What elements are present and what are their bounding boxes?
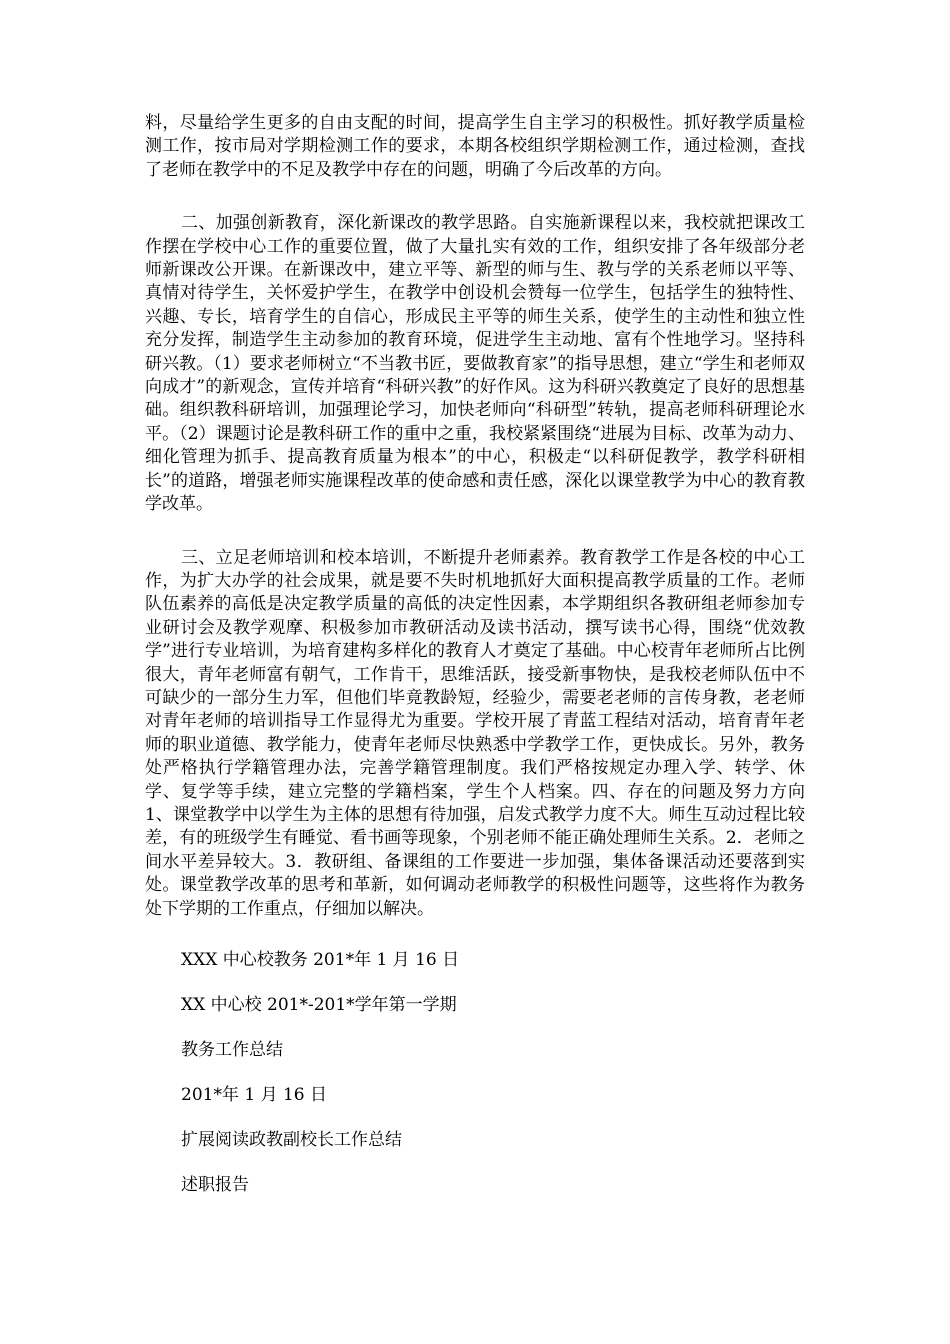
school-term-line: XX 中心校 201*-201*学年第一学期 [181,995,457,1015]
summary-title-line: 教务工作总结 [181,1040,283,1060]
paragraph-continuation: 料，尽量给学生更多的自由支配的时间，提高学生自主学习的积极性。抓好教学质量检测工作，按市局对学期检测工作的要求，本期各校组织学期检测工作，通过检测，查找了老师在教学中的不足及教学中存在的问题，明确了今后改革的方向。 [145,113,805,180]
paragraph-section-two: 二、加强创新教育，深化新课改的教学思路。自实施新课程以来，我校就把课改工作摆在学校中心工作的重要位置，做了大量扎实有效的工作，组织安排了各年级部分老师新课改公开课。在新课改中，建立平等、新型的师与生、教与学的关系老师以平等、真情对待学生，关怀爱护学生，在教学中创设机会赞每一位学生，包括学生的独特性、兴趣、专长，培育学生的自信心，形成民主平等的师生关系，使学生的主动性和独立性充分发挥，制造学生主动参加的教育环境，促进学生主动地、富有个性地学习。坚持科研兴教。（1）要求老师树立“不当教书匠，要做教育家”的指导思想，建立“学生和老师双向成才”的新观念，宣传并培育“科研兴教”的好作风。这为科研兴教奠定了良好的思想基础。组织教科研培训，加强理论学习，加快老师向“科研型”转轨，提高老师科研理论水平。（2）课题讨论是教科研工作的重中之重，我校紧紧围绕“进展为目标、改革为动力、细化管理为抓手、提高教育质量为根本”的中心，积极走“以科研促教学，教学科研相长”的道路，增强老师实施课程改革的使命感和责任感，深化以课堂教学为中心的教育教学改革。 [145,213,805,515]
extended-reading-line: 扩展阅读政教副校长工作总结 [181,1130,402,1150]
report-line: 述职报告 [181,1175,249,1195]
date-line: 201*年 1 月 16 日 [181,1085,328,1105]
paragraph-section-three: 三、立足老师培训和校本培训，不断提升老师素养。教育教学工作是各校的中心工作，为扩大办学的社会成果，就是要不失时机地抓好大面积提高教学质量的工作。老师队伍素养的高低是决定教学质量的高低的决定性因素，本学期组织各教研组老师参加专业研讨会及教学观摩、积极参加市教研活动及读书活动，撰写读书心得，围绕“优效教学”进行专业培训，为培育建构多样化的教育人才奠定了基础。中心校青年老师所占比例很大，青年老师富有朝气，工作肯干，思维活跃，接受新事物快，是我校老师队伍中不可缺少的一部分生力军，但他们毕竟教龄短，经验少，需要老老师的言传身教，老老师对青年老师的培训指导工作显得尤为重要。学校开展了青蓝工程结对活动，培育青年老师的职业道德、教学能力，使青年老师尽快熟悉中学教学工作，更快成长。另外，教务处严格执行学籍管理办法，完善学籍管理制度。我们严格按规定办理入学、转学、休学、复学等手续，建立完整的学籍档案，学生个人档案。四、存在的问题及努力方向 1、课堂教学中以学生为主体的思想有待加强，启发式教学力度不大。师生互动过程比较差，有的班级学生有睡觉、看书画等现象，个别老师不能正确处理师生关系。2．老师之间水平差异较大。3．教研组、备课组的工作要进一步加强，集体备课活动还要落到实处。课堂教学改革的思考和革新，如何调动老师教学的积极性问题等，这些将作为教务处下学期的工作重点，仔细加以解决。 [145,547,805,919]
document-body [145,112,805,1197]
signature-line: XXX 中心校教务 201*年 1 月 16 日 [181,950,460,970]
